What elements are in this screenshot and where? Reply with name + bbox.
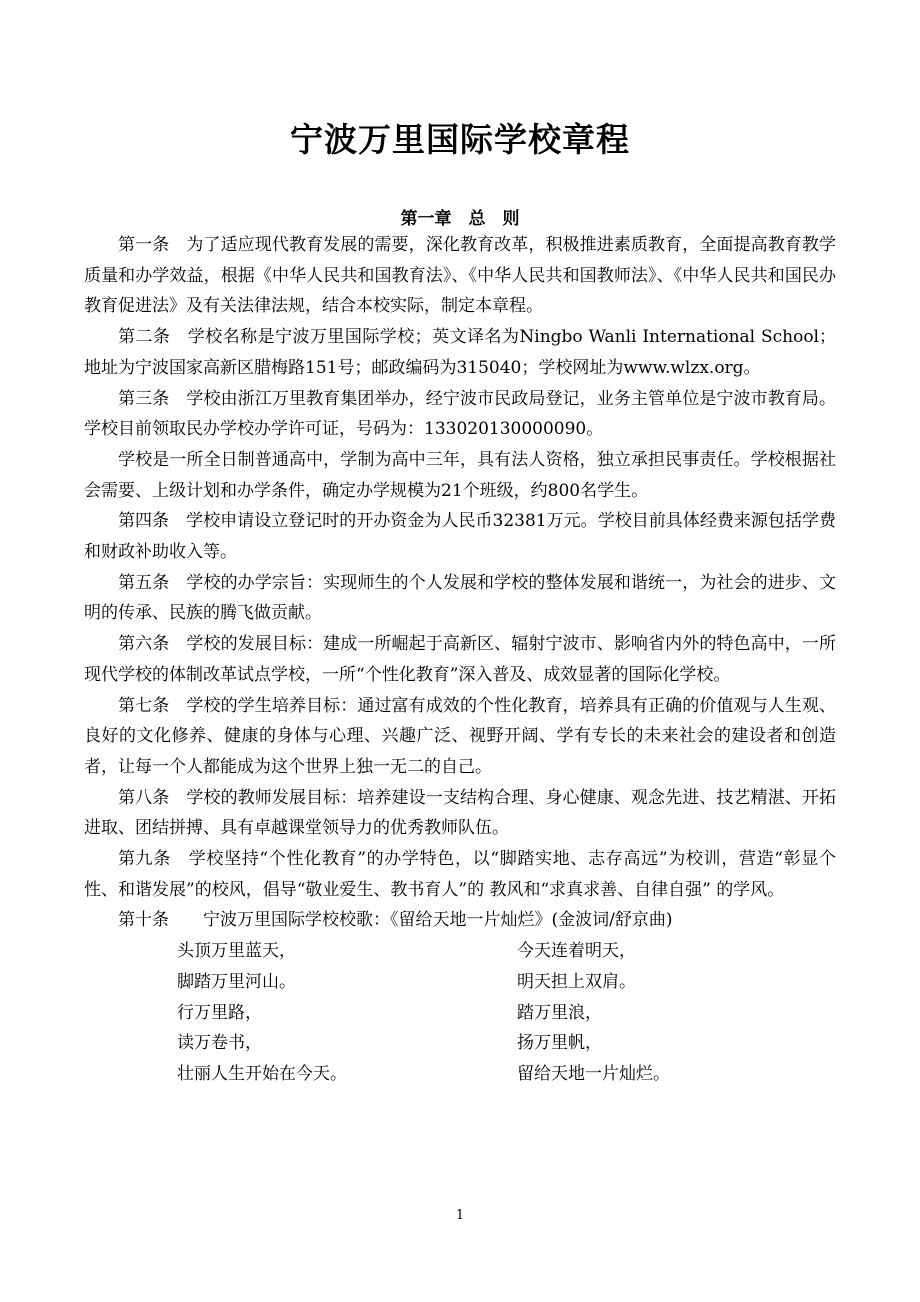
article-6: 第六条 学校的发展目标：建成一所崛起于高新区、辐射宁波市、影响省内外的特色高中，一所现代学校的体制改革试点学校，一所“个性化教育”深入普及、成效显著的国际化学校。 bbox=[84, 634, 836, 685]
school-song-lyrics bbox=[84, 936, 836, 1089]
article-1: 第一条 为了适应现代教育发展的需要，深化教育改革，积极推进素质教育，全面提高教育教学质量和办学效益，根据《中华人民共和国教育法》、《中华人民共和国教师法》、《中华人民共和国民办教育促进法》及有关法律法规，结合本校实际，制定本章程。 bbox=[84, 235, 836, 317]
song-line-left: 壮丽人生开始在今天。 bbox=[177, 1063, 347, 1084]
article-4: 第四条 学校申请设立登记时的开办资金为人民币32381万元。学校目前具体经费来源包括学费和财政补助收入等。 bbox=[84, 511, 836, 563]
document-title: 宁波万里国际学校章程 bbox=[290, 120, 630, 159]
article-3: 第三条 学校由浙江万里教育集团举办，经宁波市民政局登记，业务主管单位是宁波市教育局。学校目前领取民办学校办学许可证，号码为：133020130000090。 bbox=[84, 388, 836, 440]
article-7: 第七条 学校的学生培养目标：通过富有成效的个性化教育，培养具有正确的价值观与人生观、良好的文化修养、健康的身体与心理、兴趣广泛、视野开阔、学有专长的未来社会的建设者和创造者，让每一个人都能成为这个世界上独一无二的自己。 bbox=[84, 695, 836, 777]
song-line bbox=[84, 967, 836, 998]
song-line bbox=[84, 936, 836, 967]
article-5: 第五条 学校的办学宗旨：实现师生的个人发展和学校的整体发展和谐统一，为社会的进步、文明的传承、民族的腾飞做贡献。 bbox=[84, 572, 836, 624]
song-line-right: 留给天地一片灿烂。 bbox=[517, 1063, 670, 1084]
document-body bbox=[84, 230, 836, 1090]
article-3-continued: 学校是一所全日制普通高中，学制为高中三年，具有法人资格，独立承担民事责任。学校根据社会需要、上级计划和办学条件，确定办学规模为21个班级，约800名学生。 bbox=[84, 449, 836, 501]
article-9: 第九条 学校坚持“个性化教育”的办学特色，以“脚踏实地、志存高远”为校训，营造“彰显个性、和谐发展”的校风，倡导“敬业爱生、教书育人”的 教风和“求真求善、自律自强” 的学风。 bbox=[84, 849, 836, 900]
song-line-right: 踏万里浪， bbox=[517, 1002, 602, 1023]
song-line bbox=[84, 998, 836, 1029]
article-8: 第八条 学校的教师发展目标：培养建设一支结构合理、身心健康、观念先进、技艺精湛、开拓进取、团结拼搏、具有卓越课堂领导力的优秀教师队伍。 bbox=[84, 787, 836, 839]
song-line bbox=[84, 1028, 836, 1059]
page-number: 1 bbox=[455, 1208, 465, 1223]
song-line bbox=[84, 1059, 836, 1090]
chapter-heading: 第一章 总 则 bbox=[400, 209, 520, 229]
song-line-left: 行万里路， bbox=[177, 1002, 262, 1023]
song-line-right: 今天连着明天， bbox=[517, 941, 636, 962]
article-10: 第十条 宁波万里国际学校校歌：《留给天地一片灿烂》(金波词/舒京曲) bbox=[118, 910, 673, 931]
song-line-left: 脚踏万里河山。 bbox=[177, 971, 296, 992]
song-line-left: 头顶万里蓝天， bbox=[177, 941, 296, 962]
article-2: 第二条 学校名称是宁波万里国际学校；英文译名为Ningbo Wanli International School；地址为宁波国家高新区腊梅路151号；邮政编码为315040；学校网址为www.wlzx.org。 bbox=[84, 327, 836, 378]
song-line-left: 读万卷书， bbox=[177, 1033, 262, 1054]
song-line-right: 明天担上双肩。 bbox=[517, 971, 636, 992]
song-line-right: 扬万里帆， bbox=[517, 1033, 602, 1054]
